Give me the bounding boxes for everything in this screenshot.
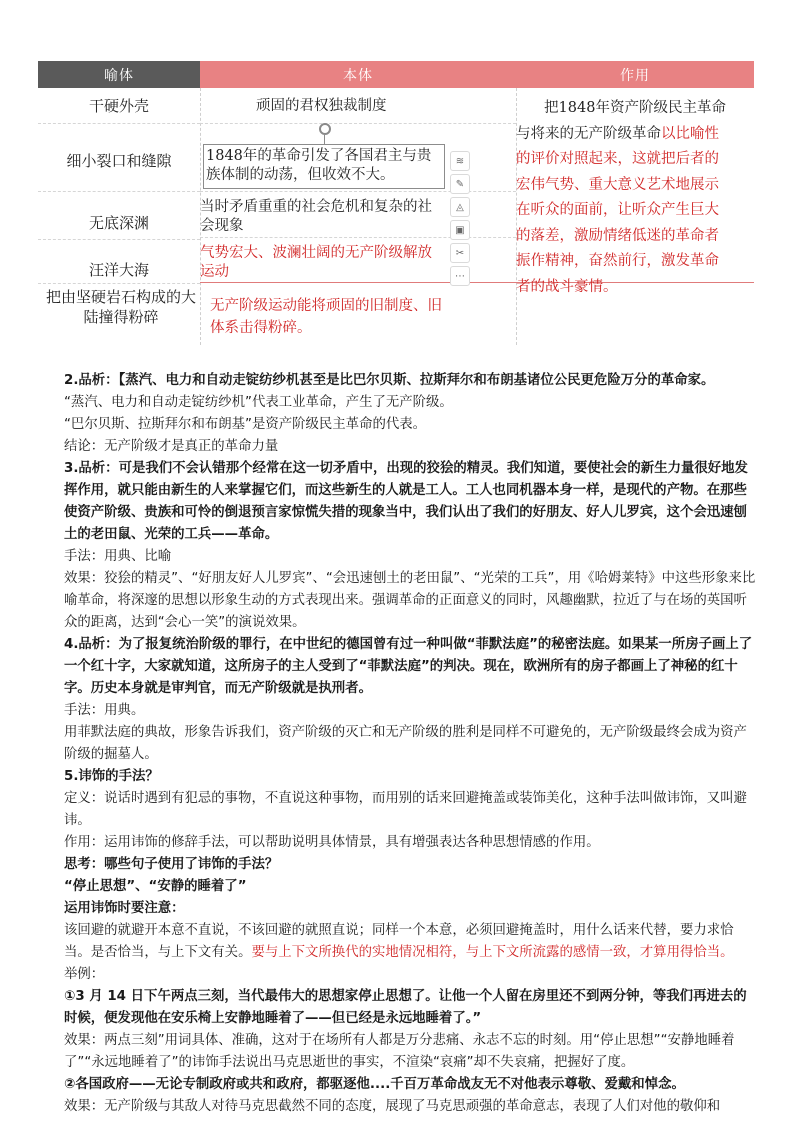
header-function: 作用 (516, 61, 754, 88)
section-5-quote: “停止思想”、“安静的睡着了” (64, 879, 247, 894)
function-line: 的落差，激励情绪低迷的革命者 (516, 227, 719, 244)
analysis-2-line: “巴尔贝斯、拉斯拜尔和布朗基”是资产阶级民主革命的代表。 (64, 417, 427, 432)
row-divider (38, 239, 200, 240)
section-5-definition: 定义：说话时遇到有犯忌的事物，不直说这种事物，而用别的话来回避掩盖或装饰美化，这种手法叫做讳饰，又叫避讳。 (64, 791, 747, 828)
row-divider (38, 191, 200, 192)
function-line: 振作精神，奋然前行，激发革命 (516, 253, 719, 269)
tenor-cell: 气势宏大、波澜壮阔的无产阶级解放运动 (200, 245, 432, 280)
section-5-usage: 作用：运用讳饰的修辞手法，可以帮助说明具体情景，具有增强表达各种思想情感的作用。 (64, 835, 600, 850)
rhetoric-table (38, 61, 754, 345)
row-divider (38, 283, 200, 284)
header-tenor: 本体 (200, 61, 516, 88)
fill-icon[interactable]: ◬ (450, 197, 470, 217)
section-5-example-label: 举例： (64, 967, 105, 982)
floating-toolbar (450, 151, 470, 289)
analysis-2-line: “蒸汽、电力和自动走锭纺纱机”代表工业革命，产生了无产阶级。 (64, 395, 453, 410)
vehicle-cell: 把由坚硬岩石构成的大陆撞得粉碎 (46, 288, 197, 326)
selected-textbox[interactable] (203, 144, 445, 189)
function-cell (516, 96, 754, 300)
section-5-note: 该回避的就避开本意不直说，不该回避的就照直说；同样一个本意，必须回避掩盖时，用什么话来代替，要力求恰当。是否恰当，与上下文有关。要与上下文所换代的实地情况相符，与上下文所流露的感情一致，才算用得恰当。 (64, 923, 734, 960)
rotate-handle[interactable] (319, 123, 331, 135)
rotate-handle-stem (324, 135, 325, 144)
image-icon[interactable]: ▣ (450, 220, 470, 240)
analysis-2-conclusion: 结论：无产阶级才是真正的革命力量 (64, 439, 279, 454)
more-icon[interactable]: ⋯ (450, 266, 470, 286)
analysis-3-effect: 效果：狡狯的精灵”、“好朋友好人儿罗宾”、“会迅速刨土的老田鼠”、“光荣的工兵”，用《哈姆莱特》中这些形象来比喻革命，将深邃的思想以形象生动的方式表现出来。强调革命的正面意义的同时，风趣幽默，拉近了与在场的英国听众的距离，达到“会心一笑”的演说效果。 (64, 571, 756, 630)
header-vehicle: 喻体 (38, 61, 200, 88)
tenor-cell: 1848年的革命引发了各国君主与贵族体制的动荡，但收效不大。 (206, 148, 432, 183)
example-2-effect: 效果：无产阶级与其敌人对待马克思截然不同的态度，展现了马克思顽强的革命意志，表现了人们对他的敬仰和 (64, 1099, 721, 1114)
example-1-effect: 效果：两点三刻”用词具体、准确，这对于在场所有人都是万分悲痛、永志不忘的时刻。用“停止思想”“安静地睡着了”“永远地睡着了”的讳饰手法说出马克思逝世的事实，不渲染“哀痛”却不失哀痛，把握好了度。 (64, 1033, 735, 1070)
analysis-4-title: 4.品析：为了报复统治阶级的罪行，在中世纪的德国曾有过一种叫做“菲默法庭”的秘密法庭。如果某一所房子画上了一个红十字，大家就知道，这所房子的主人受到了“菲默法庭”的判决。现在，欧洲所有的房子都画上了神秘的红十字。历史本身就是审判官，而无产阶级就是执刑者。 (64, 637, 753, 696)
vehicle-cell: 无底深渊 (88, 214, 149, 232)
section-5-question: 思考：哪些句子使用了讳饰的手法？ (64, 857, 279, 872)
layers-icon[interactable]: ≋ (450, 151, 470, 171)
vehicle-cell: 干硬外壳 (88, 97, 149, 115)
analysis-3-method: 手法：用典、比喻 (64, 549, 172, 564)
tenor-cell: 无产阶级运动能将顽固的旧制度、旧体系击得粉碎。 (210, 298, 442, 336)
example-1: ①3 月 14 日下午两点三刻，当代最伟大的思想家停止思想了。让他一个人留在房里还不到两分钟，等我们再进去的时候，便发现他在安乐椅上安静地睡着了——但已经是永远地睡着了。” (64, 989, 747, 1026)
pen-icon[interactable]: ✎ (450, 174, 470, 194)
function-line: 宏伟气势、重大意义艺术地展示 (516, 176, 719, 193)
function-line: 与将来的无产阶级革命以比喻性 (516, 125, 719, 142)
analysis-4-method: 手法：用典。 (64, 703, 145, 718)
vehicle-cell: 细小裂口和缝隙 (66, 152, 172, 170)
analysis-3-title: 3.品析：可是我们不会认错那个经常在这一切矛盾中，出现的狡狯的精灵。我们知道，要使社会的新生力量很好地发挥作用，就只能由新生的人来掌握它们，而这些新生的人就是工人。工人也同机器本身一样，是现代的产物。在那些使资产阶级、贵族和可怜的倒退预言家惊慌失措的现象当中，我们认出了我们的好朋友、好人儿罗宾，这个会迅速刨土的老田鼠、光荣的工兵——革命。 (64, 461, 748, 542)
tenor-cell: 顽固的君权独裁制度 (256, 98, 387, 114)
function-line: 把1848年资产阶级民主革命 (544, 100, 726, 116)
analysis-section (64, 370, 760, 1118)
section-5-title: 5.讳饰的手法？ (64, 769, 159, 784)
example-2: ②各国政府——无论专制政府或共和政府，都驱逐他....千百万革命战友无不对他表示尊敬、爱戴和悼念。 (64, 1077, 685, 1092)
analysis-4-effect: 用菲默法庭的典故，形象告诉我们，资产阶级的灭亡和无产阶级的胜利是同样不可避免的，无产阶级最终会成为资产阶级的掘墓人。 (64, 725, 747, 762)
vehicle-cell: 汪洋大海 (88, 261, 149, 279)
crop-icon[interactable]: ✂ (450, 243, 470, 263)
function-line: 的评价对照起来，这就把后者的 (516, 151, 719, 167)
analysis-2-title: 2.品析：【蒸汽、电力和自动走锭纺纱机甚至是比巴尔贝斯、拉斯拜尔和布朗基诸位公民更危险万分的革命家。 (64, 373, 715, 388)
row-divider (38, 123, 200, 124)
tenor-cell: 当时矛盾重重的社会危机和复杂的社会现象 (200, 199, 432, 234)
function-line: 在听众的面前，让听众产生巨大 (516, 202, 719, 218)
function-line: 者的战斗豪情。 (516, 278, 618, 295)
row-divider (200, 123, 516, 124)
section-5-note-title: 运用讳饰时要注意： (64, 901, 185, 916)
